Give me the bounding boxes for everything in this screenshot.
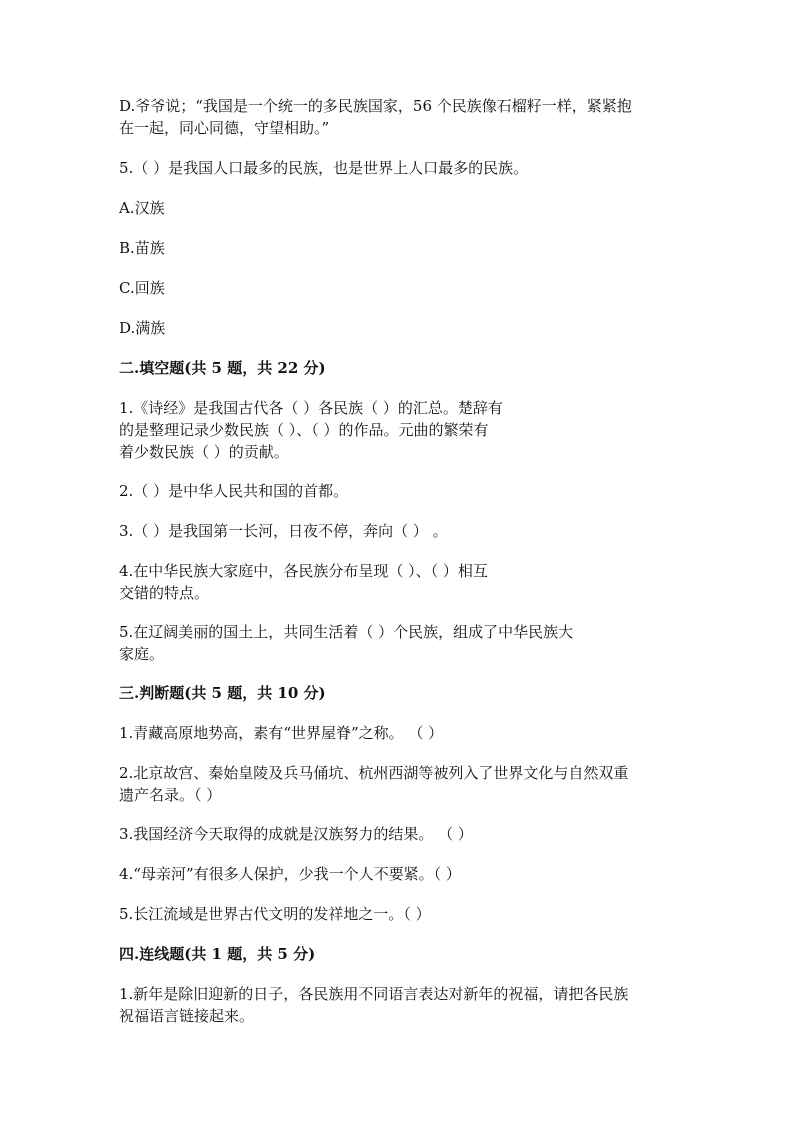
fill-q1-line-2: 的是整理记录少数民族（ ）、（ ）的作品。元曲的繁荣有 [119,421,489,439]
question-5-option-d: D.满族 [119,319,166,337]
fill-q4-line-2: 交错的特点。 [119,584,210,602]
fill-blank-question-4 [119,560,675,604]
tf-q2-line-1: 2.北京故宫、秦始皇陵及兵马俑坑、杭州西湖等被列入了世界文化与自然双重 [119,764,629,782]
section-fill-blank-heading: 二.填空题(共 5 题，共 22 分) [119,359,326,377]
fill-q1-line-1: 1.《诗经》是我国古代各（ ）各民族（ ）的汇总。楚辞有 [119,399,503,417]
true-false-question-4: 4.“母亲河”有很多人保护，少我一个人不要紧。（ ） [119,865,461,883]
match-q1-line-2: 祝福语言链接起来。 [119,1007,255,1025]
fill-blank-question-3: 3.（ ）是我国第一长河，日夜不停，奔向（ ） 。 [119,522,448,540]
true-false-question-5: 5.长江流域是世界古代文明的发祥地之一。（ ） [119,905,431,923]
fill-q5-line-1: 5.在辽阔美丽的国土上，共同生活着（ ）个民族，组成了中华民族大 [119,623,574,641]
fill-q1-line-3: 着少数民族（ ）的贡献。 [119,443,289,461]
section-true-false-heading: 三.判断题(共 5 题，共 10 分) [119,684,326,702]
question-4-option-d [119,95,675,139]
question-5-stem: 5.（ ）是我国人口最多的民族，也是世界上人口最多的民族。 [119,159,529,177]
fill-blank-question-1 [119,397,675,463]
tf-q2-line-2: 遗产名录。（ ） [119,786,222,804]
option-d-line-2: 在一起，同心同德，守望相助。” [119,119,330,137]
fill-q4-line-1: 4.在中华民族大家庭中，各民族分布呈现（ ）、（ ）相互 [119,562,488,580]
match-q1-line-1: 1.新年是除旧迎新的日子，各民族用不同语言表达对新年的祝福，请把各民族 [119,985,629,1003]
section-matching-heading: 四.连线题(共 1 题，共 5 分) [119,945,316,963]
question-5-option-b: B.苗族 [119,239,165,257]
true-false-question-3: 3.我国经济今天取得的成就是汉族努力的结果。 （ ） [119,825,473,843]
true-false-question-1: 1.青藏高原地势高，素有“世界屋脊”之称。 （ ） [119,724,444,742]
question-5-option-c: C.回族 [119,279,165,297]
option-d-line-1: D.爷爷说；“我国是一个统一的多民族国家，56 个民族像石榴籽一样，紧紧抱 [119,97,632,115]
question-5-option-a: A.汉族 [119,199,165,217]
document-page [119,95,675,1027]
fill-q5-line-2: 家庭。 [119,645,165,663]
fill-blank-question-5 [119,621,675,665]
true-false-question-2 [119,762,675,806]
fill-blank-question-2: 2.（ ）是中华人民共和国的首都。 [119,482,349,500]
matching-question-1 [119,983,675,1027]
